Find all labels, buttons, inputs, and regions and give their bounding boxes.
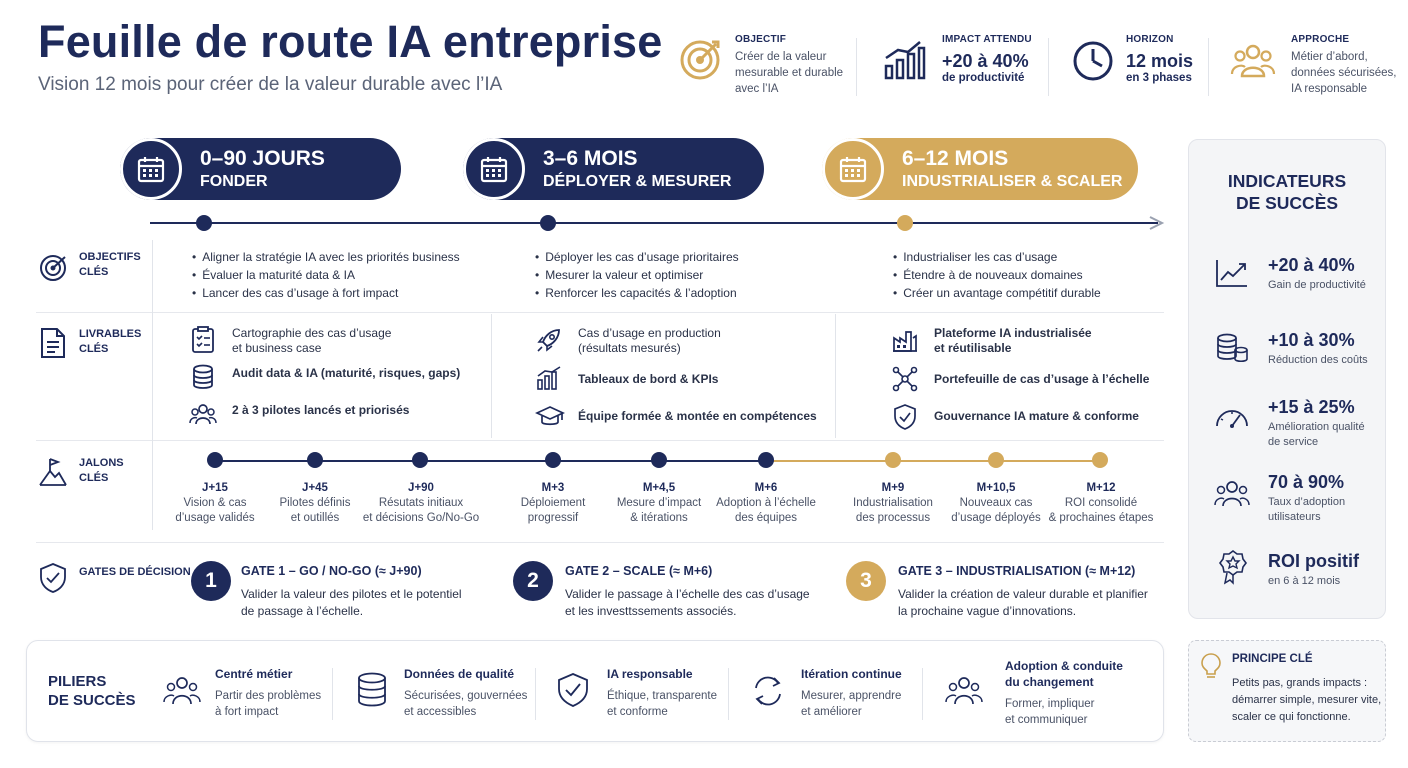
kpi-text: Métier d’abord, bbox=[1291, 51, 1368, 63]
gate-line: de passage à l’échelle. bbox=[241, 604, 364, 618]
milestone-line: Pilotes définis bbox=[279, 497, 351, 509]
gate-number: 3 bbox=[846, 561, 886, 601]
divider bbox=[1048, 38, 1049, 96]
phase-period: 0–90 JOURS bbox=[200, 147, 325, 170]
gate-title: GATE 2 – SCALE (≈ M+6) bbox=[565, 564, 713, 578]
pillar-text bbox=[404, 688, 527, 720]
target-icon bbox=[678, 38, 722, 87]
pillar bbox=[607, 666, 717, 720]
milestone-line: d’usage déployés bbox=[951, 512, 1041, 524]
kpi-approche bbox=[1291, 34, 1396, 104]
pillar-line: Former, impliquer bbox=[1005, 698, 1095, 710]
gate-line: Valider la création de valeur durable et planifier bbox=[898, 587, 1148, 601]
milestone bbox=[493, 481, 613, 526]
kpi-objectif bbox=[735, 34, 843, 104]
indicator-value: +20 à 40% bbox=[1268, 255, 1355, 275]
deliverable-line: (résultats mesurés) bbox=[578, 341, 681, 355]
gate-title: GATE 3 – INDUSTRIALISATION (≈ M+12) bbox=[898, 564, 1136, 578]
milestone-line: Vision & cas bbox=[183, 497, 247, 509]
phase-name: FONDER bbox=[200, 173, 268, 190]
indicator-value: +15 à 25% bbox=[1268, 397, 1355, 417]
database-icon bbox=[356, 672, 388, 713]
divider bbox=[491, 314, 492, 438]
deliverable-line: Plateforme IA industrialisée bbox=[934, 326, 1092, 340]
pillar-line: Partir des problèmes bbox=[215, 690, 322, 702]
indicators-title-line: INDICATEURS bbox=[1227, 171, 1347, 191]
milestone-line: Mesure d’impact bbox=[616, 497, 702, 509]
document-icon bbox=[40, 327, 66, 364]
deliverable-text: Tableaux de bord & KPIs bbox=[578, 372, 719, 386]
milestone-dot bbox=[307, 452, 323, 468]
indicators-title-line: DE SUCCÈS bbox=[1235, 193, 1339, 213]
deliverable-line: Cartographie des cas d’usage bbox=[232, 326, 392, 340]
page-title: Feuille de route IA entreprise bbox=[38, 16, 663, 67]
list-item: • Mesurer la valeur et optimiser bbox=[535, 266, 739, 284]
row-label: LIVRABLES bbox=[79, 328, 142, 340]
trend-chart-icon bbox=[1215, 258, 1249, 293]
milestone-title: M+4,5 bbox=[642, 482, 676, 494]
pillar-line: Mesurer, apprendre bbox=[801, 690, 902, 702]
indicator-value: +10 à 30% bbox=[1268, 330, 1355, 350]
indicator-desc: Gain de productivité bbox=[1268, 279, 1366, 291]
kpi-value: 12 mois bbox=[1126, 51, 1194, 71]
pillar-title-line: du changement bbox=[1005, 675, 1094, 689]
pillar-title: Itération continue bbox=[801, 667, 902, 681]
kpi-sub: en 3 phases bbox=[1126, 72, 1192, 84]
phase-banner-1 bbox=[120, 138, 401, 200]
pillar-title: Données de qualité bbox=[404, 667, 515, 681]
indicator-desc-line: Amélioration qualité bbox=[1268, 421, 1365, 433]
bar-chart-icon bbox=[535, 365, 563, 396]
milestone-line: et outillés bbox=[290, 512, 340, 524]
pillar-title bbox=[1005, 658, 1123, 690]
network-icon bbox=[892, 366, 918, 397]
milestone bbox=[255, 481, 375, 526]
principle-text bbox=[1232, 675, 1381, 726]
kpi-label: OBJECTIF bbox=[735, 34, 787, 45]
pillar bbox=[404, 666, 527, 720]
milestone-title: M+9 bbox=[881, 482, 905, 494]
row-label-objectifs bbox=[79, 250, 141, 280]
shield-check-icon bbox=[893, 403, 917, 436]
deliverable-line: et business case bbox=[232, 341, 322, 355]
milestone-dot bbox=[885, 452, 901, 468]
phase-period: 3–6 MOIS bbox=[543, 147, 638, 170]
indicator-desc-line: de service bbox=[1268, 436, 1319, 448]
shield-check-icon bbox=[557, 672, 589, 713]
divider bbox=[535, 668, 536, 720]
milestone bbox=[936, 481, 1056, 526]
indicators-panel bbox=[1188, 139, 1386, 619]
lightbulb-icon bbox=[1200, 652, 1222, 685]
indicator-desc bbox=[1268, 495, 1345, 525]
phase-period: 6–12 MOIS bbox=[902, 147, 1009, 170]
list-item: • Industrialiser les cas d’usage bbox=[893, 248, 1101, 266]
milestone-dot bbox=[207, 452, 223, 468]
coins-icon bbox=[1215, 332, 1249, 369]
gate-line: Valider la valeur des pilotes et le potentiel bbox=[241, 587, 462, 601]
row-label-gates: GATES DE DÉCISION bbox=[79, 566, 191, 578]
gate-line: la prochaine vague d’innovations. bbox=[898, 604, 1077, 618]
divider bbox=[856, 38, 857, 96]
row-label: OBJECTIFS bbox=[79, 251, 141, 263]
divider bbox=[922, 668, 923, 720]
milestone-dot bbox=[758, 452, 774, 468]
deliverable-text bbox=[934, 326, 1092, 356]
milestone-line: Nouveaux cas bbox=[959, 497, 1033, 509]
milestone-line: des équipes bbox=[734, 512, 798, 524]
milestone-line: des processus bbox=[855, 512, 931, 524]
list-item: • Aligner la stratégie IA avec les priorités business bbox=[192, 248, 460, 266]
row-label-jalons bbox=[79, 456, 124, 486]
deliverable-text bbox=[578, 326, 721, 356]
principle-line: démarrer simple, mesurer vite, bbox=[1232, 694, 1382, 706]
pillar-line: Sécurisées, gouvernées bbox=[404, 690, 528, 702]
milestone-title: J+45 bbox=[302, 482, 328, 494]
principle-line: Petits pas, grands impacts : bbox=[1232, 677, 1368, 689]
pillar-text bbox=[215, 688, 321, 720]
kpi-impact bbox=[942, 34, 1032, 104]
milestone-line: progressif bbox=[527, 512, 579, 524]
database-icon bbox=[191, 364, 215, 395]
indicator bbox=[1268, 330, 1368, 368]
indicator-desc: en 6 à 12 mois bbox=[1268, 575, 1341, 587]
calendar-icon bbox=[463, 138, 525, 200]
divider bbox=[36, 542, 1164, 543]
milestone bbox=[599, 481, 719, 526]
pillar-text bbox=[1005, 696, 1123, 728]
divider bbox=[332, 668, 333, 720]
milestone-line: et décisions Go/No-Go bbox=[362, 512, 480, 524]
indicator-desc-line: utilisateurs bbox=[1268, 511, 1321, 523]
gate-text bbox=[241, 586, 462, 620]
list-item: • Évaluer la maturité data & IA bbox=[192, 266, 460, 284]
pillar-text bbox=[801, 688, 902, 720]
milestone-title: J+90 bbox=[408, 482, 434, 494]
milestone-title: M+12 bbox=[1086, 482, 1116, 494]
indicator-desc-line: Taux d’adoption bbox=[1268, 496, 1346, 508]
pillar-line: et communiquer bbox=[1005, 714, 1088, 726]
deliverable-text: Audit data & IA (maturité, risques, gaps) bbox=[232, 366, 461, 380]
flag-mountain-icon bbox=[38, 457, 68, 492]
deliverable-text bbox=[232, 326, 391, 356]
pillar-line: et conforme bbox=[607, 706, 668, 718]
milestone-title: M+10,5 bbox=[976, 482, 1016, 494]
gate-text bbox=[898, 586, 1148, 620]
gate-number: 1 bbox=[191, 561, 231, 601]
indicator-desc bbox=[1268, 420, 1365, 450]
milestone-line: Adoption à l’échelle bbox=[716, 497, 816, 509]
divider bbox=[835, 314, 836, 438]
people-icon bbox=[945, 674, 983, 711]
pillars-title-line: PILIERS bbox=[48, 673, 107, 690]
principle-title: PRINCIPE CLÉ bbox=[1232, 653, 1313, 665]
pillar-line: Éthique, transparente bbox=[607, 690, 717, 702]
milestone-line: d’usage validés bbox=[175, 512, 255, 524]
indicator-desc: Réduction des coûts bbox=[1268, 354, 1368, 366]
kpi-text: données sécurisées, bbox=[1291, 67, 1397, 79]
phase-banner-2 bbox=[463, 138, 764, 200]
deliverable-line: et réutilisable bbox=[934, 341, 1012, 355]
kpi-text: avec l’IA bbox=[735, 83, 779, 95]
milestone-line: & prochaines étapes bbox=[1048, 512, 1154, 524]
milestone-dot bbox=[651, 452, 667, 468]
divider bbox=[36, 440, 1164, 441]
kpi-text: Créer de la valeur bbox=[735, 51, 827, 63]
indicator bbox=[1268, 397, 1365, 450]
indicator-value: 70 à 90% bbox=[1268, 472, 1345, 492]
milestone-dot bbox=[988, 452, 1004, 468]
milestone-line: & itérations bbox=[630, 512, 688, 524]
milestone bbox=[360, 481, 482, 526]
calendar-icon bbox=[120, 138, 182, 200]
users-icon bbox=[1214, 478, 1250, 513]
list-item: • Créer un avantage compétitif durable bbox=[893, 284, 1101, 302]
shield-check-icon bbox=[39, 562, 67, 599]
timeline-arrow bbox=[150, 214, 1170, 237]
rocket-icon bbox=[535, 326, 563, 359]
gate-number: 2 bbox=[513, 561, 553, 601]
team-icon bbox=[189, 402, 217, 431]
list-item: • Lancer des cas d’usage à fort impact bbox=[192, 284, 460, 302]
indicator-value: ROI positif bbox=[1268, 551, 1359, 571]
principle-line: scaler ce qui fonctionne. bbox=[1232, 711, 1351, 723]
pillar-title: IA responsable bbox=[607, 667, 693, 681]
milestone-dot bbox=[412, 452, 428, 468]
deliverable-text: Équipe formée & montée en compétences bbox=[578, 409, 817, 423]
milestone-dot bbox=[545, 452, 561, 468]
milestone-title: M+3 bbox=[541, 482, 565, 494]
calendar-icon bbox=[822, 138, 884, 200]
pillar bbox=[215, 666, 321, 720]
kpi-horizon bbox=[1126, 34, 1193, 104]
indicator bbox=[1268, 551, 1359, 589]
pillar-title: Centré métier bbox=[215, 667, 293, 681]
pillar-title-line: Adoption & conduite bbox=[1005, 659, 1123, 673]
milestone-line: Industrialisation bbox=[853, 497, 933, 509]
deliverable-line: Cas d’usage en production bbox=[578, 326, 721, 340]
checklist-icon bbox=[190, 326, 216, 359]
kpi-sub: de productivité bbox=[942, 72, 1025, 84]
indicator bbox=[1268, 472, 1345, 525]
target-icon bbox=[38, 253, 68, 288]
clock-icon bbox=[1072, 40, 1114, 87]
milestone-line: ROI consolidé bbox=[1064, 497, 1138, 509]
gate-line: et les investtssements associés. bbox=[565, 604, 737, 618]
pillar bbox=[1005, 658, 1123, 728]
milestone-title: J+15 bbox=[202, 482, 228, 494]
objectifs-phase-3 bbox=[893, 248, 1101, 302]
list-item: • Déployer les cas d’usage prioritaires bbox=[535, 248, 739, 266]
milestone-title: M+6 bbox=[754, 482, 778, 494]
row-label-livrables bbox=[79, 327, 141, 357]
phase-name: INDUSTRIALISER & SCALER bbox=[902, 173, 1123, 190]
row-label: CLÉS bbox=[79, 472, 109, 484]
row-label: CLÉS bbox=[79, 266, 109, 278]
milestone-line: Déploiement bbox=[520, 497, 586, 509]
objectifs-phase-2 bbox=[535, 248, 739, 302]
kpi-value: +20 à 40% bbox=[942, 51, 1029, 71]
milestone-dot bbox=[1092, 452, 1108, 468]
people-icon bbox=[1230, 40, 1276, 85]
pillars-title bbox=[48, 672, 136, 710]
divider bbox=[36, 312, 1164, 313]
deliverable-text: Portefeuille de cas d’usage à l’échelle bbox=[934, 372, 1150, 386]
graduation-cap-icon bbox=[535, 404, 565, 433]
row-label: CLÉS bbox=[79, 343, 109, 355]
kpi-text: mesurable et durable bbox=[735, 67, 844, 79]
kpi-label: IMPACT ATTENDU bbox=[942, 34, 1032, 45]
award-icon bbox=[1218, 549, 1248, 590]
phase-name: DÉPLOYER & MESURER bbox=[543, 173, 732, 190]
deliverable-text: 2 à 3 pilotes lancés et priorisés bbox=[232, 403, 410, 417]
milestone bbox=[833, 481, 953, 526]
gate-text bbox=[565, 586, 810, 620]
pillar bbox=[801, 666, 902, 720]
pillars-title-line: DE SUCCÈS bbox=[48, 692, 136, 709]
kpi-text: IA responsable bbox=[1291, 83, 1368, 95]
divider bbox=[1208, 38, 1209, 96]
kpi-label: APPROCHE bbox=[1291, 34, 1350, 45]
indicators-title bbox=[1189, 170, 1385, 214]
kpi-label: HORIZON bbox=[1126, 34, 1174, 45]
divider bbox=[728, 668, 729, 720]
divider bbox=[152, 240, 153, 530]
gate-line: Valider le passage à l’échelle des cas d’usage bbox=[565, 587, 810, 601]
bar-growth-icon bbox=[882, 38, 926, 87]
cycle-icon bbox=[750, 674, 786, 713]
pillar-line: et accessibles bbox=[404, 706, 477, 718]
pillar-line: à fort impact bbox=[215, 706, 279, 718]
milestone bbox=[706, 481, 826, 526]
milestone bbox=[1040, 481, 1162, 526]
row-label: JALONS bbox=[79, 457, 124, 469]
objectifs-phase-1 bbox=[192, 248, 460, 302]
deliverable-text: Gouvernance IA mature & conforme bbox=[934, 409, 1139, 423]
gauge-icon bbox=[1214, 404, 1250, 435]
gate-title: GATE 1 – GO / NO-GO (≈ J+90) bbox=[241, 564, 422, 578]
list-item: • Renforcer les capacités & l’adoption bbox=[535, 284, 739, 302]
indicator bbox=[1268, 255, 1366, 293]
team-icon bbox=[163, 674, 201, 711]
factory-icon bbox=[891, 326, 919, 359]
pillar-line: et améliorer bbox=[801, 706, 862, 718]
pillar-text bbox=[607, 688, 717, 720]
list-item: • Étendre à de nouveaux domaines bbox=[893, 266, 1101, 284]
phase-banner-3 bbox=[822, 138, 1138, 200]
milestone-line-gold bbox=[770, 460, 1100, 462]
page-subtitle: Vision 12 mois pour créer de la valeur durable avec l’IA bbox=[38, 74, 503, 95]
milestone-line: Résutats initiaux bbox=[378, 497, 464, 509]
